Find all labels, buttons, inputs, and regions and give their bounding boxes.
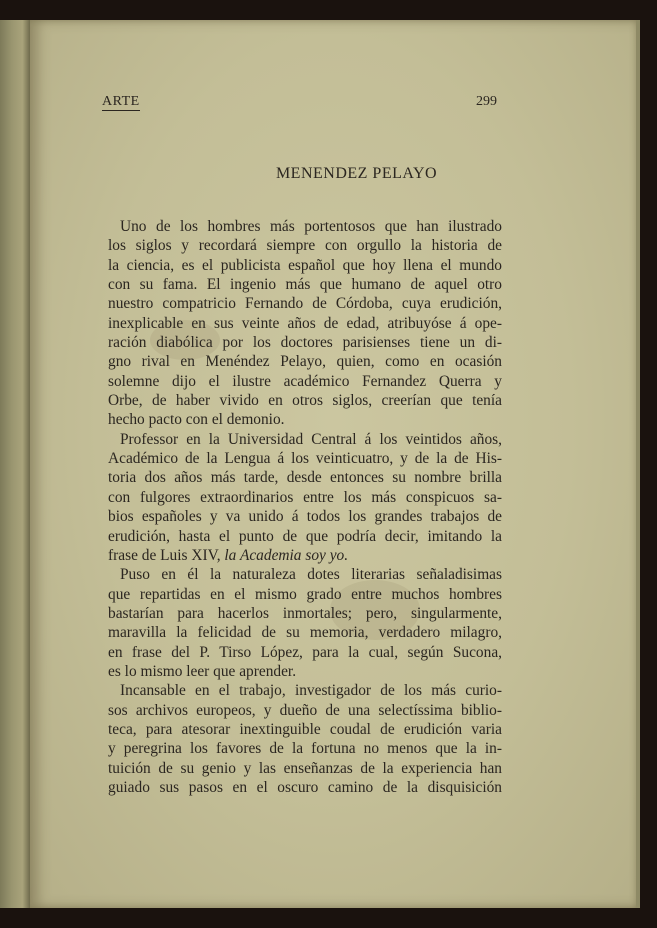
text-line-content: teca, para atesorar inextinguible coudal de erudición varia — [108, 720, 502, 738]
text-line-content: inexplicable en sus veinte años de edad, atribuyóse á ope- — [108, 314, 502, 332]
text-line-content: Académico de la Lengua á los veinticuatro, y de la de His- — [108, 450, 502, 468]
text-line-content: Incansable en el trabajo, investigador de los más curio- — [120, 682, 502, 700]
text-line-content: sos archivos europeos, y dueño de una selectíssima biblio- — [108, 701, 502, 719]
text-line — [108, 681, 502, 700]
page-number: 299 — [476, 94, 497, 109]
article-title: MENENDEZ PELAYO — [275, 165, 438, 182]
text-line — [108, 507, 502, 526]
text-line — [108, 468, 502, 487]
text-line — [108, 527, 502, 546]
text-line-content: tuición de su genio y las enseñanzas de la experiencia han — [108, 759, 502, 777]
text-line-content: bastarían para hacerlos inmortales; pero, singularmente, — [108, 604, 502, 622]
text-line-content: gno rival en Menéndez Pelayo, quien, como en ocasión — [108, 353, 502, 371]
text-line-content: Orbe, de haber vivido en otros siglos, creerían que tenía — [108, 392, 502, 410]
text-line-content: Uno de los hombres más portentosos que han ilustrado — [120, 218, 502, 235]
text-line-content: con fulgores extraordinarios entre los más conspicuos sa- — [108, 488, 502, 506]
text-line — [108, 449, 502, 468]
text-line — [108, 372, 502, 391]
text-line-content: que repartidas en el mismo grado entre muchos hombres — [108, 585, 502, 603]
text-line-content: maravilla la felicidad de su memoria, verdadero milagro, — [108, 624, 502, 642]
text-line-content: erudición, hasta el punto de que podría decir, imitando la — [108, 527, 502, 545]
text-line — [108, 275, 502, 294]
italic-quote: la Academia soy yo. — [224, 546, 349, 564]
text-line — [108, 314, 502, 333]
book-page — [30, 20, 638, 908]
text-line-content: con su fama. El ingenio más que humano de aquel otro — [108, 276, 502, 294]
text-line — [108, 739, 502, 758]
previous-page-edge — [0, 20, 31, 908]
text-line — [108, 391, 502, 410]
text-line — [108, 701, 502, 720]
text-line — [108, 720, 502, 739]
text-line — [108, 565, 502, 584]
text-line-content: bios españoles y va unido á todos los grandes trabajos de — [108, 508, 502, 526]
text-line — [108, 585, 502, 604]
text-line — [108, 643, 502, 662]
text-line-content: Puso en él la naturaleza dotes literarias señaladisimas — [120, 566, 502, 584]
text-line — [108, 604, 502, 623]
text-line — [108, 778, 502, 797]
text-line-content: los siglos y recordará siempre con orgullo la historia de — [108, 237, 502, 255]
text-line — [108, 217, 502, 236]
text-line-content: la ciencia, es el publicista español que hoy llena el mundo — [108, 256, 502, 274]
text-line-content: frase de Luis XIV, — [108, 546, 225, 564]
article-body — [108, 217, 502, 797]
text-line — [108, 488, 502, 507]
text-line — [108, 236, 502, 255]
text-line-content: ración diabólica por los doctores parisienses tiene un di- — [108, 334, 502, 352]
text-line — [108, 333, 502, 352]
text-line — [108, 410, 502, 429]
text-line-content: hecho pacto con el demonio. — [108, 411, 285, 429]
text-line-content: guiado sus pasos en el oscuro camino de la disquisición — [108, 778, 502, 796]
text-line-content: solemne dijo el ilustre académico Fernandez Querra y — [108, 372, 502, 390]
text-line — [108, 623, 502, 642]
text-line-content: y peregrina los favores de la fortuna no menos que la in- — [108, 740, 502, 758]
running-head: ARTE — [102, 94, 140, 109]
text-line — [108, 759, 502, 778]
text-line-content: nuestro compatricio Fernando de Córdoba, cuya erudición, — [108, 295, 502, 313]
text-line — [108, 430, 502, 449]
text-line-content: toria dos años más tarde, desde entonces su nombre brilla — [108, 469, 502, 487]
text-line — [108, 662, 502, 681]
text-line — [108, 256, 502, 275]
text-line-content: en frase del P. Tirso López, para la cual, según Sucona, — [108, 643, 502, 661]
text-line-content: es lo mismo leer que aprender. — [108, 662, 297, 680]
page-right-edge — [636, 20, 640, 908]
text-line — [108, 546, 502, 565]
text-line — [108, 352, 502, 371]
text-line — [108, 294, 502, 313]
text-line-content: Professor en la Universidad Central á los veintidos años, — [120, 430, 502, 448]
